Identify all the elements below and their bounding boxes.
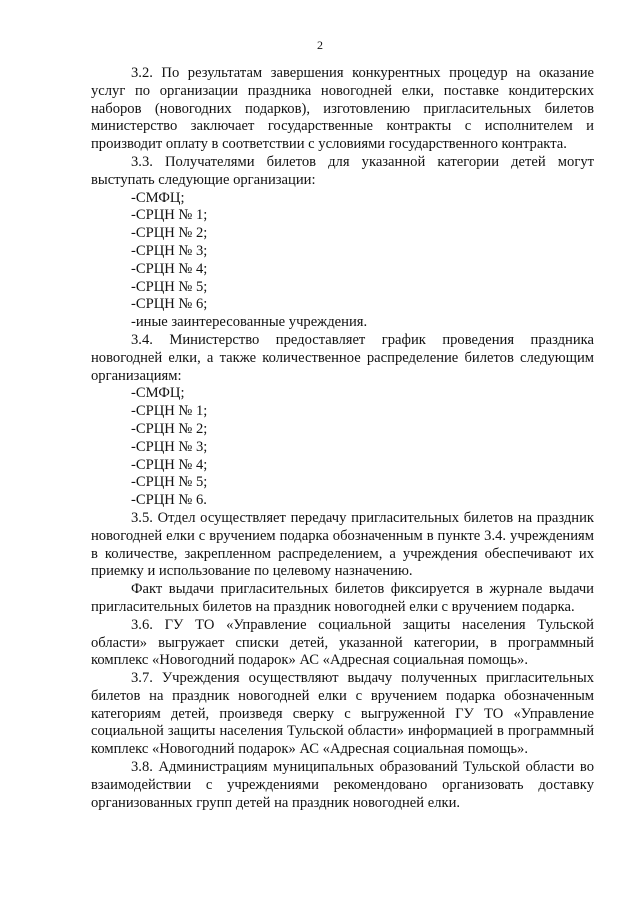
paragraph-ticket-log: Факт выдачи пригласительных билетов фиксируется в журнале выдачи пригласительных билетов на праздник новогодней елки с вручением подарка. — [91, 581, 594, 615]
document-body — [91, 65, 594, 812]
paragraph-3-7: 3.7. Учреждения осуществляют выдачу полученных пригласительных билетов на праздник новогодней елки с вручением подарка обозначенным категориям детей, произведя сверку с выгруженной ГУ ТО «Управление социальной защиты населения Тульской области» информацией в программный комплекс «Новогодний подарок» АС «Адресная социальная помощь». — [91, 670, 594, 758]
list-item: -иные заинтересованные учреждения. — [131, 314, 368, 331]
list-item: -СРЦН № 4; — [131, 456, 208, 473]
list-item: -СРЦН № 3; — [131, 438, 208, 455]
page-number: 2 — [317, 38, 323, 52]
list-item: -СРЦН № 1; — [131, 207, 208, 224]
paragraph-3-5: 3.5. Отдел осуществляет передачу пригласительных билетов на праздник новогодней елки с вручением подарка обозначенным в пункте 3.4. учреждениям в количестве, закрепленном распределением, а учреждения обеспечивают их приемку и использование по целевому назначению. — [91, 509, 594, 580]
list-item: -СМФЦ; — [131, 385, 185, 402]
list-item: -СМФЦ; — [131, 189, 185, 206]
list-item: -СРЦН № 2; — [131, 225, 208, 242]
paragraph-3-3: 3.3. Получателями билетов для указанной категории детей могут выступать следующие организации: — [91, 153, 594, 188]
list-item: -СРЦН № 6; — [131, 296, 208, 313]
paragraph-3-6: 3.6. ГУ ТО «Управление социальной защиты населения Тульской области» выгружает списки детей, указанной категории, в программный комплекс «Новогодний подарок» АС «Адресная социальная помощь». — [91, 616, 594, 669]
paragraph-3-4: 3.4. Министерство предоставляет график проведения праздника новогодней елки, а также количественное распределение билетов следующим организациям: — [91, 331, 594, 384]
list-item: -СРЦН № 6. — [131, 492, 207, 509]
list-item: -СРЦН № 4; — [131, 260, 208, 277]
paragraph-3-8: 3.8. Администрациям муниципальных образований Тульской области во взаимодействии с учреждениями рекомендовано организовать доставку организованных групп детей на праздник новогодней елки. — [91, 759, 594, 811]
list-item: -СРЦН № 3; — [131, 242, 208, 259]
list-item: -СРЦН № 2; — [131, 420, 208, 437]
list-item: -СРЦН № 5; — [131, 278, 208, 295]
paragraph-3-2: 3.2. По результатам завершения конкурентных процедур на оказание услуг по организации праздника новогодней елки, поставке кондитерских наборов (новогодних подарков), изготовлению пригласительных билетов министерство заключает государственные контракты с исполнителем и производит оплату в соответствии с условиями государственного контракта. — [91, 65, 594, 153]
list-item: -СРЦН № 1; — [131, 403, 208, 420]
list-item: -СРЦН № 5; — [131, 474, 208, 491]
